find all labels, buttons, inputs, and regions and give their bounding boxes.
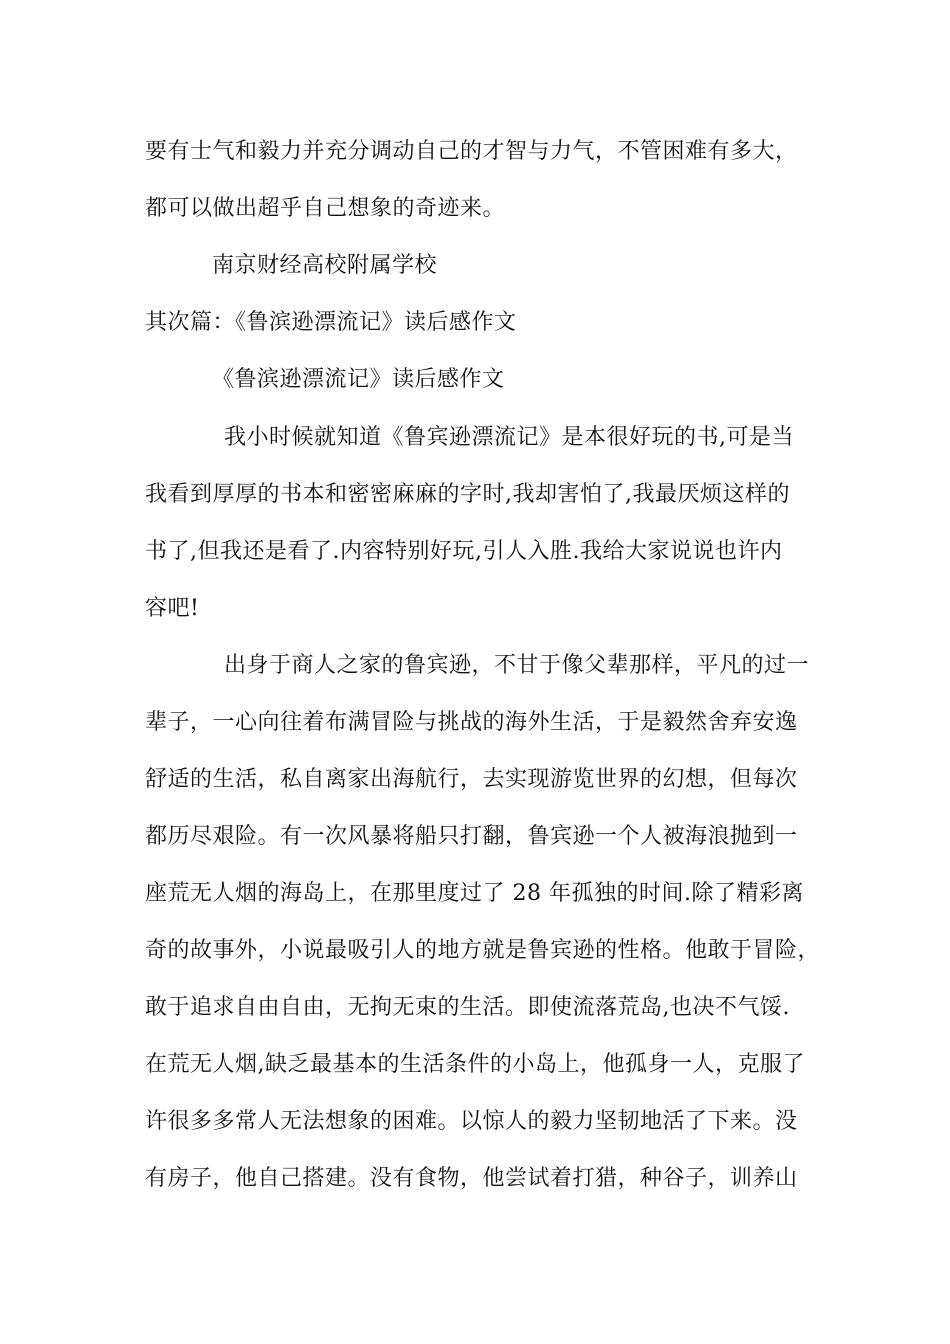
text-line: 座荒无人烟的海岛上，在那里度过了 28 年孤独的时间.除了精彩离 [145, 881, 804, 906]
text-line: 敢于追求自由自由，无拘无束的生活。即使流落荒岛,也决不气馁. [145, 995, 790, 1020]
text-line: 许很多多常人无法想象的困难。以惊人的毅力坚韧地活了下来。没 [145, 1109, 798, 1134]
text-line: 奇的故事外，小说最吸引人的地方就是鲁宾逊的性格。他敢于冒险， [145, 938, 821, 963]
text-line: 书了,但我还是看了.内容特别好玩,引人入胜.我给大家说说也许内 [145, 539, 783, 564]
text-line: 辈子，一心向往着布满冒险与挑战的海外生活，于是毅然舍弃安逸 [145, 710, 798, 735]
text-line: 我看到厚厚的书本和密密麻麻的字时,我却害怕了,我最厌烦这样的 [145, 482, 790, 507]
text-line: 出身于商人之家的鲁宾逊，不甘于像父辈那样，平凡的过一 [224, 653, 810, 678]
text-line: 舒适的生活，私自离家出海航行，去实现游览世界的幻想，但每次 [145, 767, 798, 792]
text-line: 我小时候就知道《鲁宾逊漂流记》是本很好玩的书,可是当 [224, 425, 794, 450]
section-heading: 其次篇：《鲁滨逊漂流记》读后感作文 [145, 310, 517, 335]
text-line: 都历尽艰险。有一次风暴将船只打翻，鲁宾逊一个人被海浪抛到一 [145, 824, 798, 849]
essay-title: 《鲁滨逊漂流记》读后感作文 [212, 367, 505, 392]
text-line: 要有士气和毅力并充分调动自己的才智与力气，不管困难有多大， [145, 139, 798, 164]
text-line: 容吧! [145, 596, 200, 621]
school-name: 南京财经高校附属学校 [212, 253, 438, 278]
text-line: 都可以做出超乎自己想象的奇迹来。 [145, 196, 506, 221]
text-line: 有房子，他自己搭建。没有食物，他尝试着打猎，种谷子，训养山 [145, 1166, 798, 1191]
text-line: 在荒无人烟,缺乏最基本的生活条件的小岛上，他孤身一人，克服了 [145, 1052, 805, 1077]
